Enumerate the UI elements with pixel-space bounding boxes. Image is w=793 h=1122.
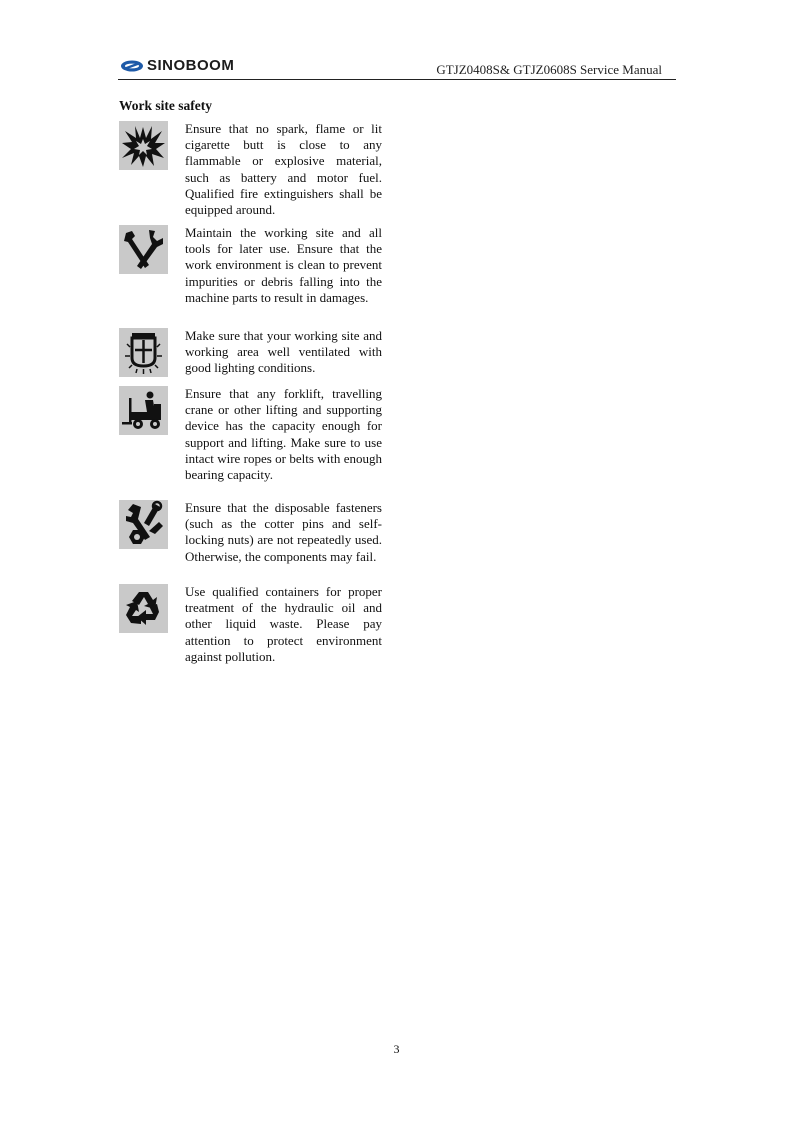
section-title: Work site safety	[119, 98, 212, 113]
explosion-icon	[119, 121, 168, 170]
logo-icon	[120, 59, 144, 73]
safety-item-text: Ensure that no spark, flame or lit cigarette butt is close to any flammable or explosive material, such as battery and motor fuel. Qualified fire extinguishers shall be equipped around.	[185, 121, 382, 218]
ventilation-light-icon	[119, 328, 168, 377]
sinoboom-logo	[120, 57, 234, 74]
fastener-tools-icon	[119, 500, 168, 549]
manual-title: GTJZ0408S& GTJZ0608S Service Manual	[436, 62, 662, 77]
forklift-icon	[119, 386, 168, 435]
safety-item-text: Maintain the working site and all tools for later use. Ensure that the work environment is clean to prevent impurities or debris falling into the machine parts to result in damages.	[185, 225, 382, 305]
page-number: 3	[393, 1042, 400, 1056]
safety-item-text: Use qualified containers for proper treatment of the hydraulic oil and other liquid waste. Please pay attention to protect environment against pollution.	[185, 584, 382, 664]
safety-item-text: Make sure that your working site and working area well ventilated with good lighting conditions.	[185, 328, 382, 376]
tools-icon	[119, 225, 168, 274]
safety-item-text: Ensure that any forklift, travelling crane or other lifting and supporting device has the capacity enough for support and lifting. Make sure to use intact wire ropes or belts with enough bearing capacity.	[185, 386, 382, 483]
page-header	[118, 55, 676, 80]
recycle-icon	[119, 584, 168, 633]
safety-item-text: Ensure that the disposable fasteners (such as the cotter pins and self-locking nuts) are not repeatedly used. Otherwise, the components may fail.	[185, 500, 382, 564]
logo-text: SINOBOOM	[147, 57, 235, 74]
